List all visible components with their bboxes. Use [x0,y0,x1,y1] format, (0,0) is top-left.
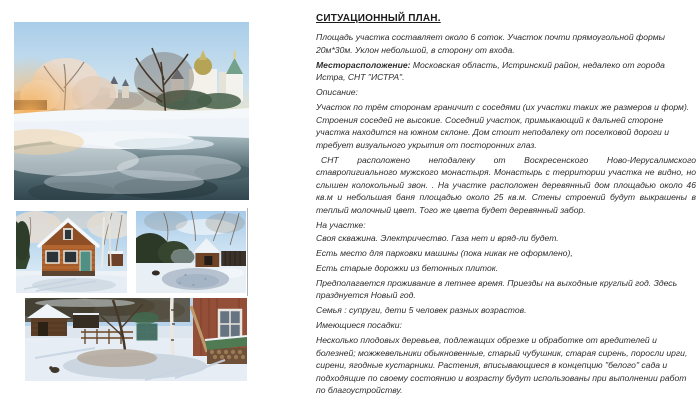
garden-panorama-illustration [25,298,247,381]
on-site-item-well: Своя скважина. Электричество. Газа нет и вряд-ли будет. [316,232,559,243]
wooden-house-illustration [16,211,127,293]
photo-garden-panorama-winter [25,298,247,381]
snowy-yard-illustration [136,211,246,293]
description-label: Описание: [316,87,358,97]
plantings-label: Имеющиеся посадки: [316,320,402,330]
on-site-label: На участке: [316,219,366,230]
paragraph-family: Семья : супруги, дети 5 человек разных возрастов. [316,305,527,315]
photo-winter-river-monastery [14,22,249,200]
on-site-item-parking: Есть место для парковки машины (пока никак не оформлено), [316,247,573,258]
photo-snowy-yard [136,211,246,293]
paragraph-living: Предполагается проживание в летнее время. Приезды на выходные круглый год. Здесь празднуется Новый год. [316,277,678,300]
on-site-item-paths: Есть старые дорожки из бетонных плиток. [316,262,499,273]
page-title: СИТУАЦИОННЫЙ ПЛАН. [316,13,441,24]
paragraph-plantings: Несколько плодовых деревьев, подлежащих обрезке и обработке от вредителей и болезней; можжевельники обыкновенные, старый чубушник, старая сирень, поросли ирги, сирени, ягодные кустарники. Растения, вписывающиеся в концепцию "белого" сада и подходящие по своему состоянию и возрасту будут использованы при выполнении работ по благоустройству. [316,335,688,395]
paragraph-description-1: Участок по трём сторонам граничит с соседями (их участки таких же размеров и форм). Строения соседей не высокие. Соседний участок, примыкающий к дальней стороне участка находится на южном склоне. Дом стоит неподалеку от поселковой дороги и требует визуального укрытия от посторонних глаз. [316,102,690,150]
paragraph-area: Площадь участка составляет около 6 соток. Участок почти прямоугольной формы 20м*30м. Уклон небольшой, в сторону от входа. [316,32,665,55]
location-text: Московская область, Истринский район, недалеко от города Истра, СНТ "ИСТРА". [316,59,665,82]
photo-divider-line [247,208,248,296]
location-label: Месторасположение: [316,59,411,70]
paragraph-description-2: СНТ расположено неподалеку от Воскресенского Ново-Иерусалимского ставропигиального мужского монастыря. Монастырь с территории участка не видно, но слышен колокольный звон. . На участке расположен деревянный дом площадью около 46 кв.м и небольшая баня площадью около 25 кв.м. Стены строений будут выкрашены в теплый молочный цвет. Того же цвета будет деревянный забор. [316,154,696,215]
winter-river-illustration [14,22,249,200]
brief-text-column [316,13,696,399]
paragraph-location [316,59,696,84]
photo-wooden-house-snow [16,211,127,293]
